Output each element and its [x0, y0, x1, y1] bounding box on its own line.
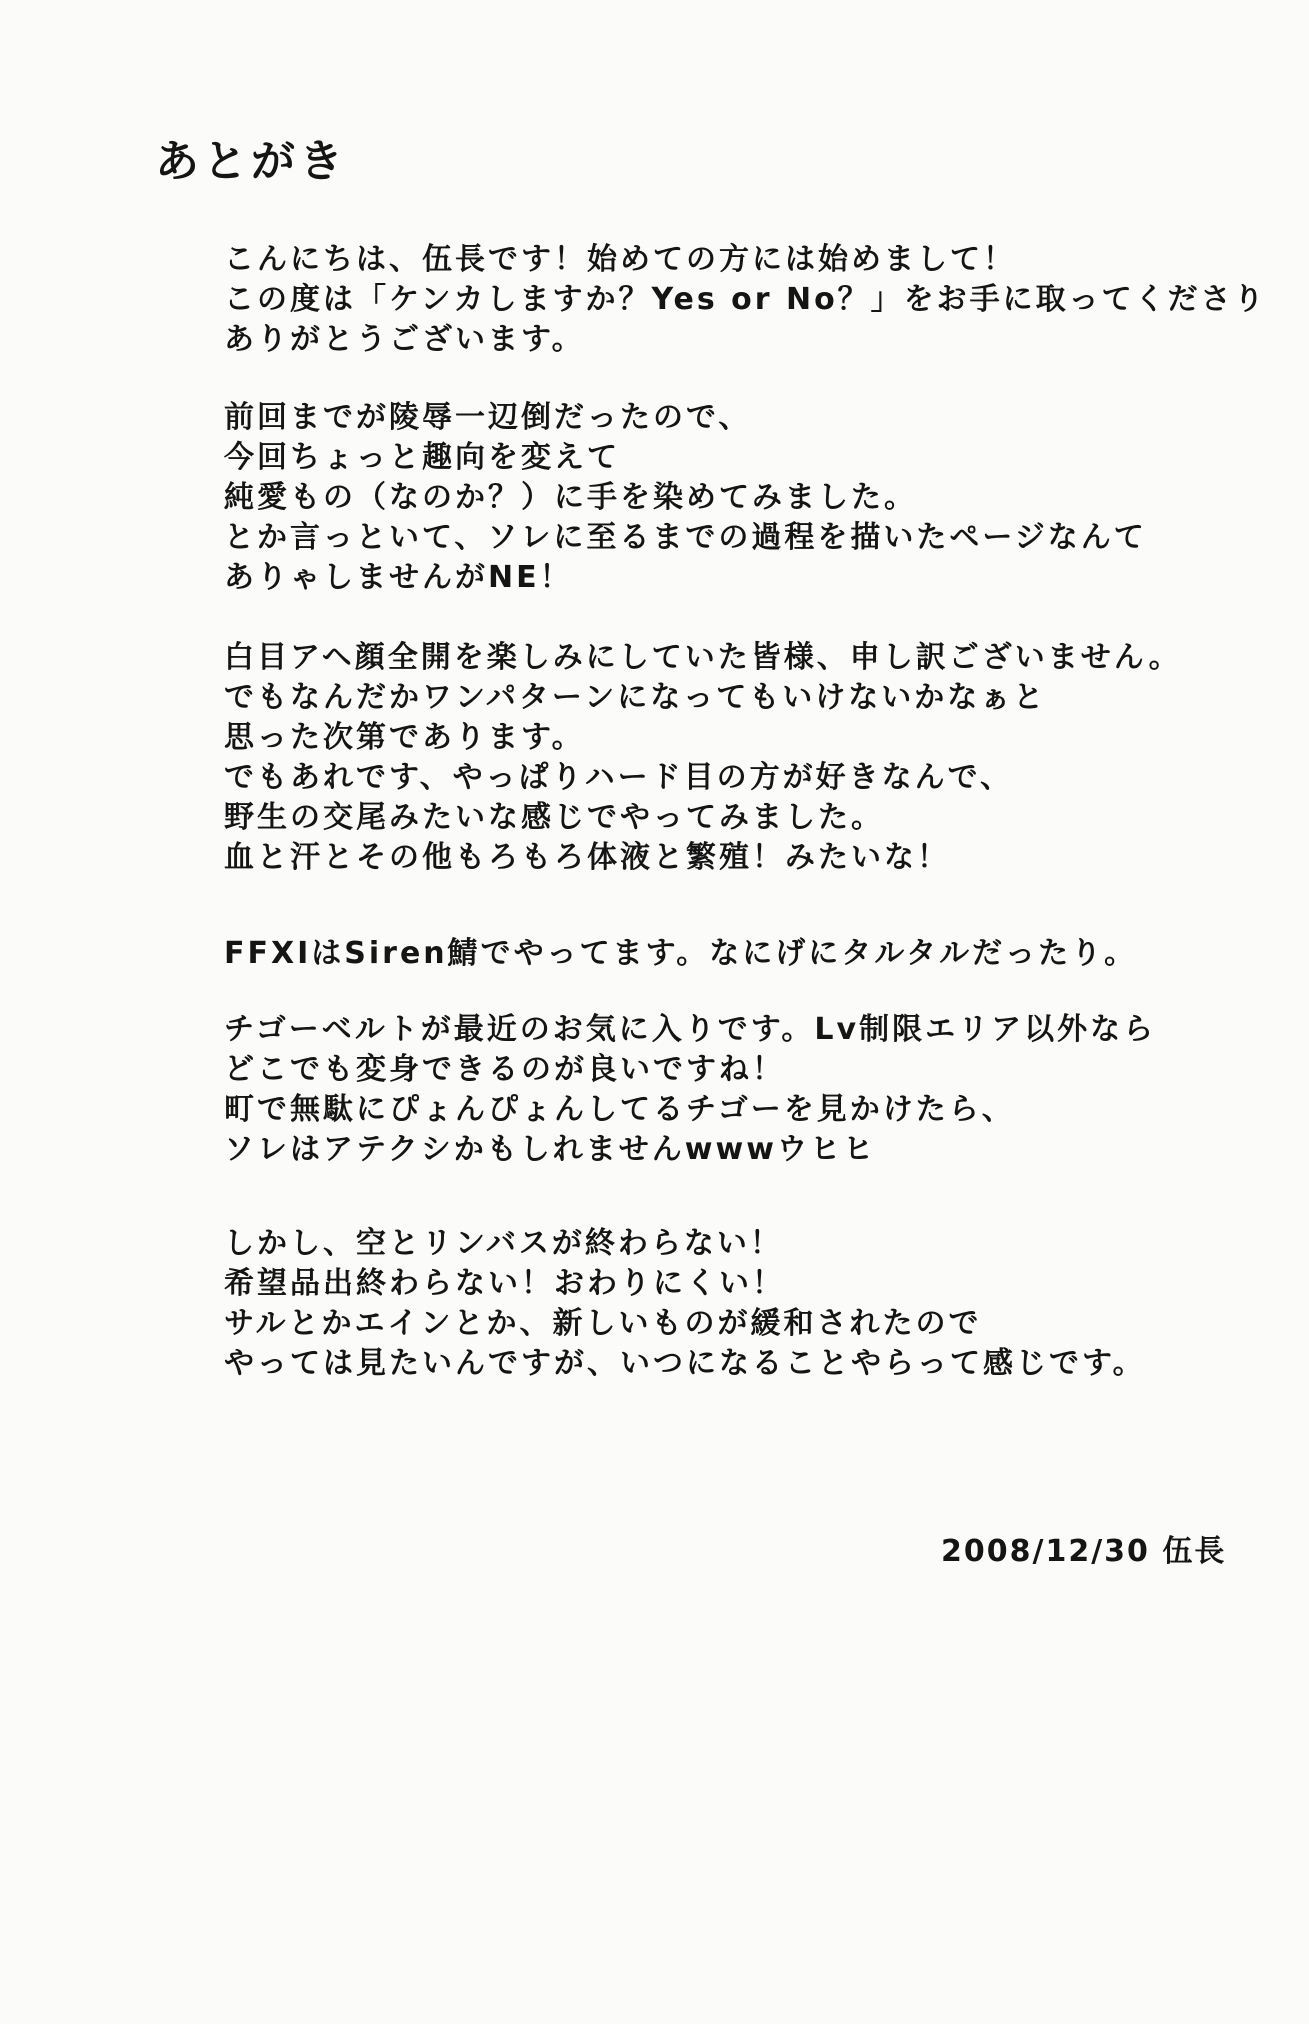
paragraph-greeting [224, 240, 1267, 360]
text-line: 今回ちょっと趣向を変えて [224, 440, 620, 475]
text-line: とか言っといて、ソレに至るまでの過程を描いたページなんて [224, 520, 1147, 555]
text-line: FFXIはSiren鯖でやってます。なにげにタルタルだったり。 [224, 936, 1138, 971]
paragraph-limbus [224, 1224, 1146, 1384]
text-line: 野生の交尾みたいな感じでやってみました。 [224, 800, 884, 835]
text-line: ありがとうございます。 [224, 322, 585, 357]
text-line: ソレはアテクシかもしれませんwwwウヒヒ [224, 1132, 876, 1167]
signature-date: 2008/12/30 伍長 [941, 1534, 1227, 1569]
text-line: やっては見たいんですが、いつになることやらって感じです。 [224, 1346, 1146, 1381]
text-line: どこでも変身できるのが良いですね！ [224, 1052, 785, 1087]
paragraph-apology [224, 638, 1182, 878]
text-line: しかし、空とリンバスが終わらない！ [224, 1226, 783, 1261]
paragraph-theme [224, 398, 1147, 598]
text-line: チゴーベルトが最近のお気に入りです。Lv制限エリア以外なら [224, 1012, 1157, 1047]
paragraph-ffxi [224, 934, 1137, 974]
text-line: でもあれです、やっぱりハード目の方が好きなんで、 [224, 760, 1013, 795]
text-line: ありゃしませんがNE！ [224, 560, 573, 595]
text-line: 町で無駄にぴょんぴょんしてるチゴーを見かけたら、 [224, 1092, 1015, 1127]
text-line: 思った次第であります。 [224, 720, 585, 755]
page-title: あとがき [155, 136, 347, 187]
text-line: 血と汗とその他もろもろ体液と繁殖！みたいな！ [224, 840, 950, 875]
text-line: サルとかエインとか、新しいものが緩和されたので [224, 1306, 982, 1341]
text-line: 希望品出終わらない！おわりにくい！ [224, 1266, 785, 1301]
paragraph-belt [224, 1010, 1156, 1170]
text-line: 純愛もの（なのか？）に手を染めてみました。 [224, 480, 917, 515]
text-line: こんにちは、伍長です！始めての方には始めまして！ [224, 242, 1016, 277]
text-line: 白目アヘ顔全開を楽しみにしていた皆様、申し訳ございません。 [224, 640, 1182, 675]
text-line: この度は「ケンカしますか？Yes or No？」をお手に取ってくださり [224, 282, 1267, 317]
text-line: 前回までが陵辱一辺倒だったので、 [224, 400, 752, 435]
text-line: でもなんだかワンパターンになってもいけないかなぁと [224, 680, 1047, 715]
